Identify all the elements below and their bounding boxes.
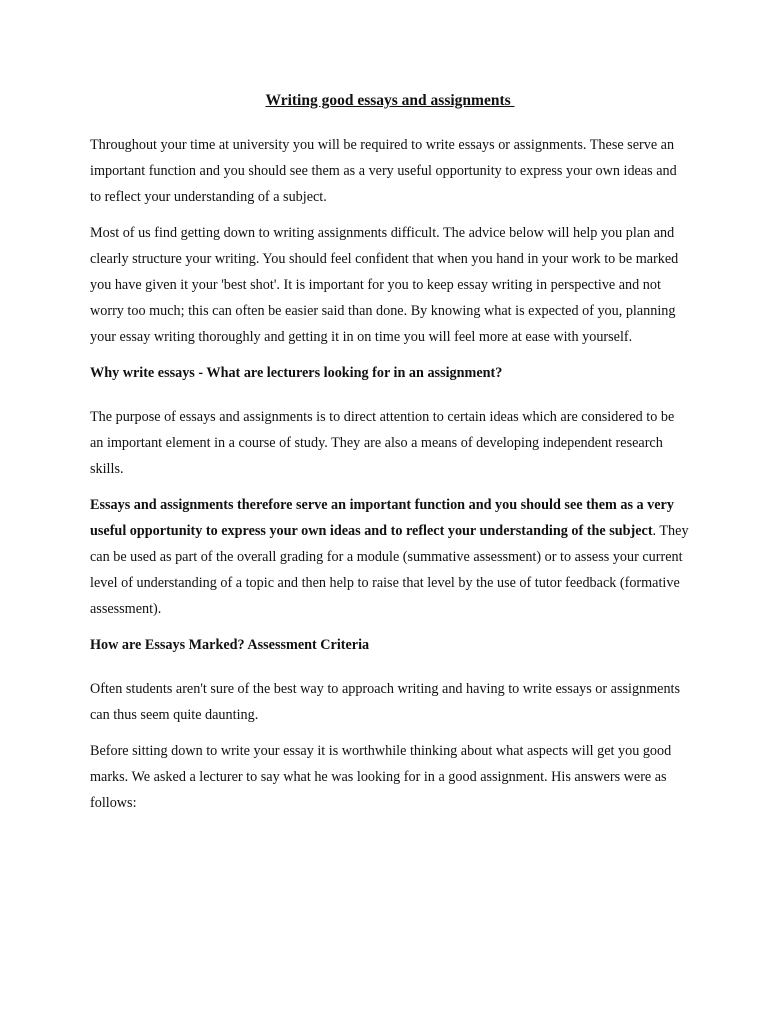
- paragraph-intro: Throughout your time at university you will be required to write essays or assignments. These serve an important function and you should see them as a very useful opportunity to express your own ideas and to reflect your understanding of a subject.: [90, 137, 677, 205]
- paragraph-important-function: [90, 492, 690, 622]
- paragraph-daunting: Often students aren't sure of the best way to approach writing and having to write essays or assignments can thus seem quite daunting.: [90, 681, 681, 723]
- document-page: [90, 90, 690, 826]
- heading-assessment-criteria: How are Essays Marked? Assessment Criteria: [90, 637, 370, 653]
- document-title: Writing good essays and assignments: [265, 92, 515, 109]
- paragraph-important-function-rest: . They can be used as part of the overall grading for a module (summative assessment) or to assess your current level of understanding of a topic and then help to raise that level by the use of tutor feedback (formative assessment).: [90, 523, 689, 617]
- heading-why-write-essays: Why write essays - What are lecturers looking for in an assignment?: [90, 365, 503, 381]
- paragraph-purpose: The purpose of essays and assignments is to direct attention to certain ideas which are considered to be an important element in a course of study. They are also a means of developing independent research skills.: [90, 409, 675, 477]
- paragraph-good-marks: Before sitting down to write your essay it is worthwhile thinking about what aspects will get you good marks. We asked a lecturer to say what he was looking for in a good assignment. His answers were as follows:: [90, 743, 672, 811]
- paragraph-important-function-bold: Essays and assignments therefore serve an important function and you should see them as a very useful opportunity to express your own ideas and to reflect your understanding of the subject: [90, 497, 674, 539]
- paragraph-advice: Most of us find getting down to writing assignments difficult. The advice below will help you plan and clearly structure your writing. You should feel confident that when you hand in your work to be marked you have given it your 'best shot'. It is important for you to keep essay writing in perspective and not worry too much; this can often be easier said than done. By knowing what is expected of you, planning your essay writing thoroughly and getting it in on time you will feel more at ease with yourself.: [90, 225, 679, 345]
